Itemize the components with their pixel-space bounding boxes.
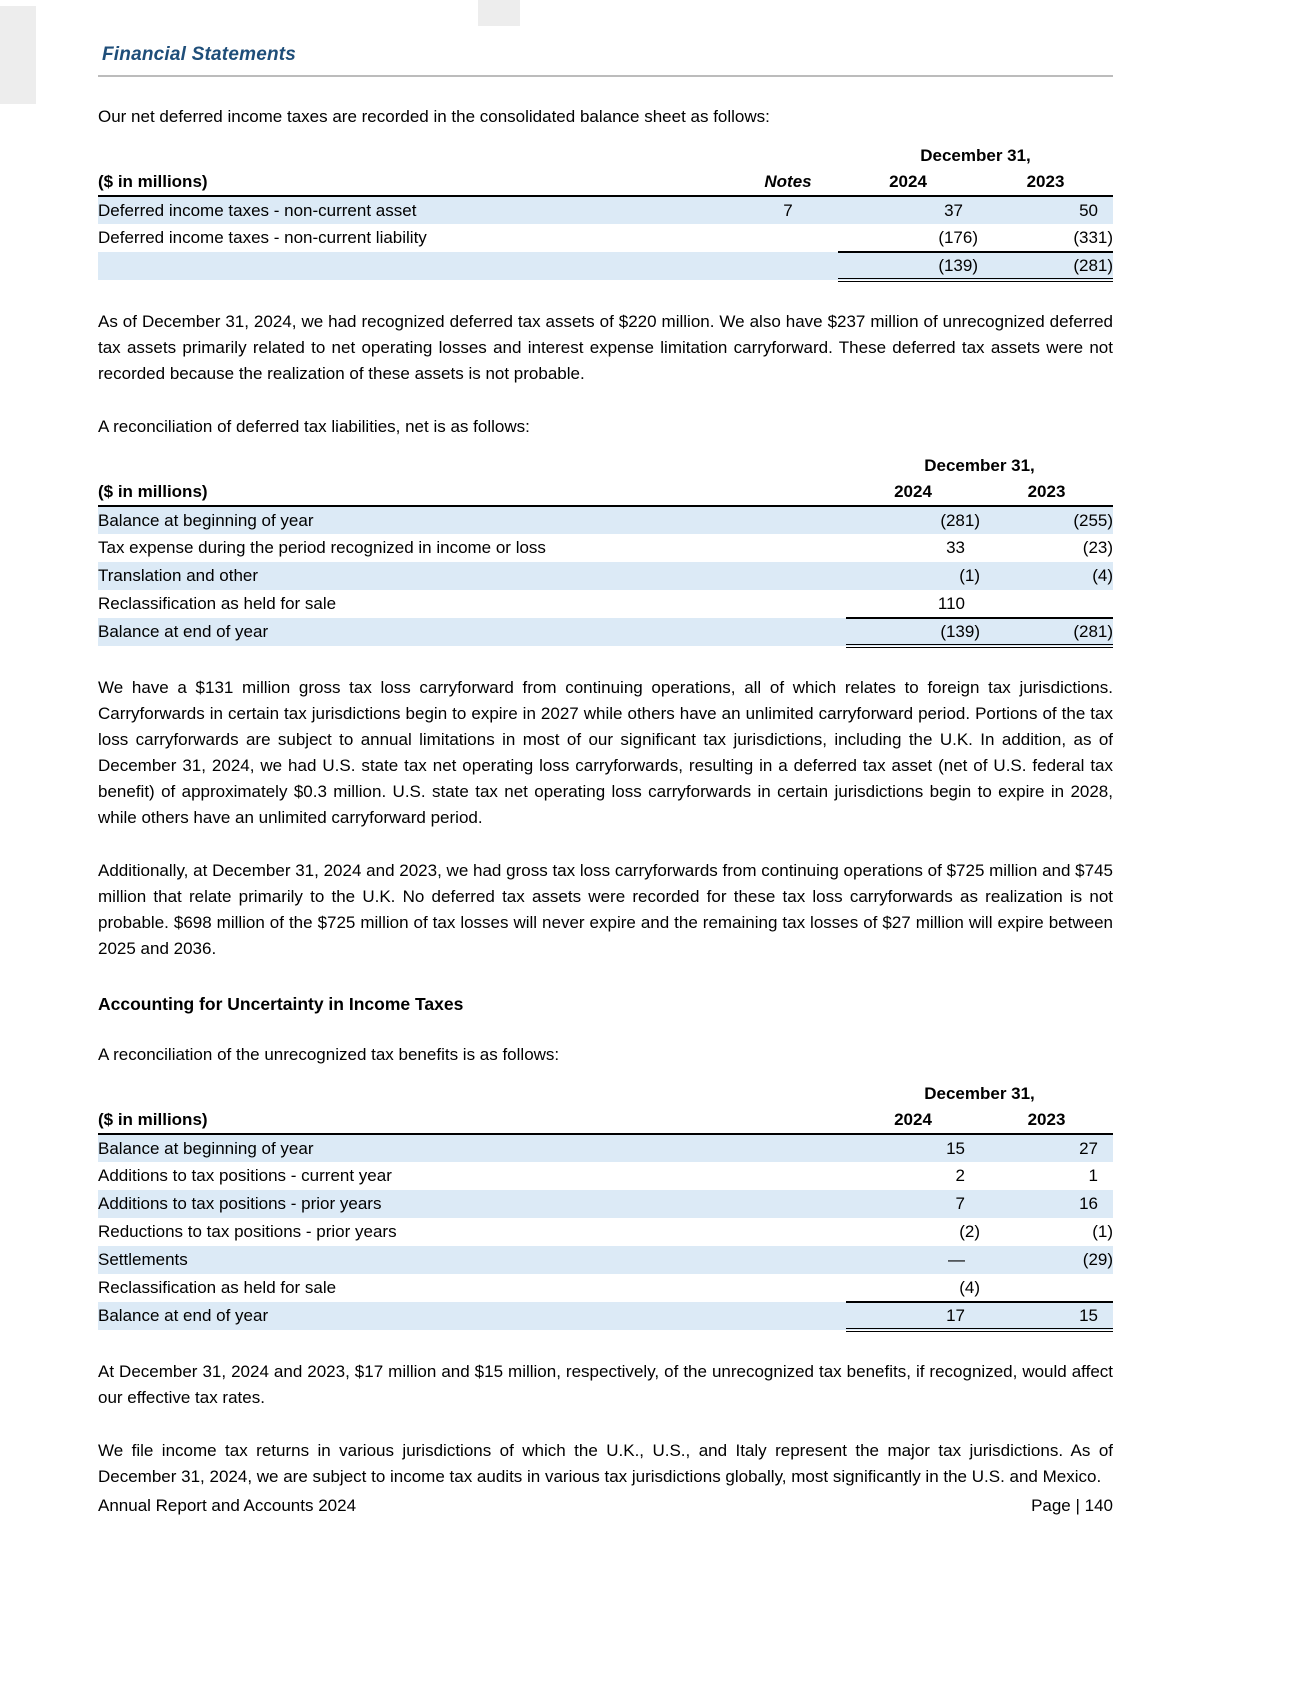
table-row	[98, 1274, 1113, 1302]
cell-2023: (23)	[1082, 538, 1114, 557]
column-header-2023: 2023	[978, 169, 1113, 196]
row-label: Balance at end of year	[98, 622, 269, 641]
table-row	[98, 224, 1113, 252]
table-row	[98, 1218, 1113, 1246]
row-label: Balance at beginning of year	[98, 1138, 314, 1158]
cell-2024: 7	[955, 1194, 965, 1213]
balance-sheet-table	[98, 142, 1113, 282]
paragraph-intro-balance-sheet: Our net deferred income taxes are recorded in the consolidated balance sheet as follows:	[98, 107, 770, 126]
section-heading-uncertainty: Accounting for Uncertainty in Income Taxes	[98, 994, 464, 1014]
table-row	[98, 590, 1113, 618]
table-total-row	[98, 1302, 1113, 1330]
table-date-row	[98, 142, 1113, 169]
table-row	[98, 506, 1113, 534]
cell-2024: 17	[846, 1302, 980, 1330]
column-header-2023: 2023	[980, 479, 1113, 506]
paragraph-intro-unrecognized-benefits: A reconciliation of the unrecognized tax benefits is as follows:	[98, 1045, 560, 1064]
paragraph-jurisdictions: We file income tax returns in various jurisdictions of which the U.K., U.S., and Italy represent the major tax jurisdictions. As of December 31, 2024, we are subject to income tax audits in various tax jurisdictions globally, most significantly in the U.S. and Mexico.	[98, 1441, 1113, 1486]
table-column-header-row	[98, 169, 1113, 196]
cell-2023: (255)	[1073, 510, 1114, 530]
cell-2024: (281)	[940, 510, 980, 530]
table-row	[98, 196, 1113, 224]
paragraph-uk-carryforwards: Additionally, at December 31, 2024 and 2023, we had gross tax loss carryforwards from continuing operations of $725 million and $745 million that relate primarily to the U.K. No deferred tax assets were recorded for these tax loss carryforwards as realization is not probable. $698 million of the $725 million of tax losses will never expire and the remaining tax losses of $27 million will expire between 2025 and 2036.	[98, 861, 1113, 958]
table-column-header-row	[98, 1107, 1113, 1134]
row-label: Translation and other	[98, 566, 259, 585]
cell-2024: (2)	[959, 1222, 980, 1241]
cell-2023: (4)	[1092, 566, 1114, 585]
cell-2023: (281)	[978, 252, 1113, 280]
table-row	[98, 562, 1113, 590]
paragraph-recognized-deferred-tax: As of December 31, 2024, we had recognized deferred tax assets of $220 million. We also have $237 million of unrecognized deferred tax assets primarily related to net operating losses and interest expense limitation carryforward. These deferred tax assets were not recorded because the realization of these assets is not probable.	[98, 312, 1113, 383]
cell-2024: 15	[946, 1138, 965, 1158]
cell-2024: 37	[944, 200, 963, 220]
footer-report-title: Annual Report and Accounts 2024	[98, 1496, 357, 1515]
table-column-header-row	[98, 479, 1113, 506]
cell-2024: (4)	[959, 1277, 980, 1297]
table-row	[98, 1162, 1113, 1190]
table-total-row	[98, 252, 1113, 280]
column-header-2024: 2024	[838, 169, 978, 196]
page-content	[98, 0, 1113, 1490]
cell-2023: (281)	[980, 618, 1113, 646]
table-row	[98, 1134, 1113, 1162]
row-label: Reclassification as held for sale	[98, 1278, 337, 1297]
row-label: Additions to tax positions - current year	[98, 1166, 392, 1185]
cell-2024: 110	[937, 593, 965, 613]
page-header	[98, 44, 1113, 77]
cell-2023: 27	[1079, 1138, 1099, 1158]
cell-2023: (1)	[1092, 1222, 1114, 1241]
cell-2024: (176)	[938, 227, 978, 247]
table-date-row	[98, 452, 1113, 479]
row-label	[98, 252, 738, 280]
cell-2023: 16	[1079, 1194, 1099, 1213]
cell-2023: 50	[1079, 200, 1099, 220]
cell-2023: (331)	[1073, 227, 1114, 247]
paragraph-gross-tax-loss-carryforward: We have a $131 million gross tax loss carryforward from continuing operations, all of which relates to foreign tax jurisdictions. Carryforwards in certain tax jurisdictions begin to expire in 2027 while others have an unlimited carryforward period. Portions of the tax loss carryforwards are subject to annual limitations in most of our significant tax jurisdictions, including the U.K. In addition, as of December 31, 2024, we had U.S. state tax net operating loss carryforwards, resulting in a deferred tax asset (net of U.S. federal tax benefit) of approximately $0.3 million. U.S. state tax net operating loss carryforwards in certain jurisdictions begin to expire in 2028, while others have an unlimited carryforward period.	[98, 678, 1113, 827]
cell-2023	[980, 1274, 1113, 1302]
page-title: Financial Statements	[102, 44, 297, 65]
column-header-label: ($ in millions)	[98, 479, 846, 506]
row-label: Balance at end of year	[98, 1306, 269, 1325]
cell-2024: (139)	[838, 252, 978, 280]
unrecognized-tax-benefits-table	[98, 1080, 1113, 1332]
row-label: Balance at beginning of year	[98, 510, 314, 530]
row-label: Reductions to tax positions - prior years	[98, 1222, 397, 1241]
table-row	[98, 534, 1113, 562]
column-header-2024: 2024	[846, 479, 980, 506]
date-header: December 31,	[920, 145, 1031, 165]
cell-2024: (139)	[846, 618, 980, 646]
column-header-label: ($ in millions)	[98, 169, 738, 196]
cell-2023	[980, 590, 1113, 618]
table-row	[98, 1190, 1113, 1218]
cell-2024: 2	[955, 1166, 965, 1185]
column-header-2023: 2023	[980, 1107, 1113, 1134]
column-header-notes: Notes	[738, 169, 838, 196]
cell-2024: (1)	[959, 566, 980, 585]
table-row	[98, 1246, 1113, 1274]
column-header-label: ($ in millions)	[98, 1107, 846, 1134]
row-label: Reclassification as held for sale	[98, 594, 337, 613]
table-date-row	[98, 1080, 1113, 1107]
cell-notes: 7	[783, 200, 793, 220]
cell-2023: 1	[1088, 1166, 1099, 1185]
row-label: Additions to tax positions - prior years	[98, 1194, 382, 1213]
scan-artifact	[0, 6, 36, 104]
date-header: December 31,	[924, 1083, 1035, 1103]
cell-2023: 15	[980, 1302, 1113, 1330]
deferred-tax-liabilities-table	[98, 452, 1113, 648]
paragraph-intro-liabilities-reconciliation: A reconciliation of deferred tax liabilities, net is as follows:	[98, 417, 530, 436]
row-label: Settlements	[98, 1250, 188, 1269]
date-header: December 31,	[924, 455, 1035, 475]
row-label: Tax expense during the period recognized in income or loss	[98, 538, 546, 557]
table-total-row	[98, 618, 1113, 646]
footer-page-number: Page | 140	[1031, 1496, 1113, 1515]
column-header-2024: 2024	[846, 1107, 980, 1134]
cell-2024: —	[948, 1250, 965, 1269]
paragraph-effective-tax-rate: At December 31, 2024 and 2023, $17 million and $15 million, respectively, of the unrecognized tax benefits, if recognized, would affect our effective tax rates.	[98, 1362, 1113, 1407]
page-footer	[98, 1496, 1113, 1516]
row-label: Deferred income taxes - non-current asset	[98, 200, 417, 220]
cell-notes	[738, 224, 838, 252]
cell-2024: 33	[946, 538, 965, 557]
cell-2023: (29)	[1082, 1250, 1114, 1269]
row-label: Deferred income taxes - non-current liability	[98, 228, 427, 247]
